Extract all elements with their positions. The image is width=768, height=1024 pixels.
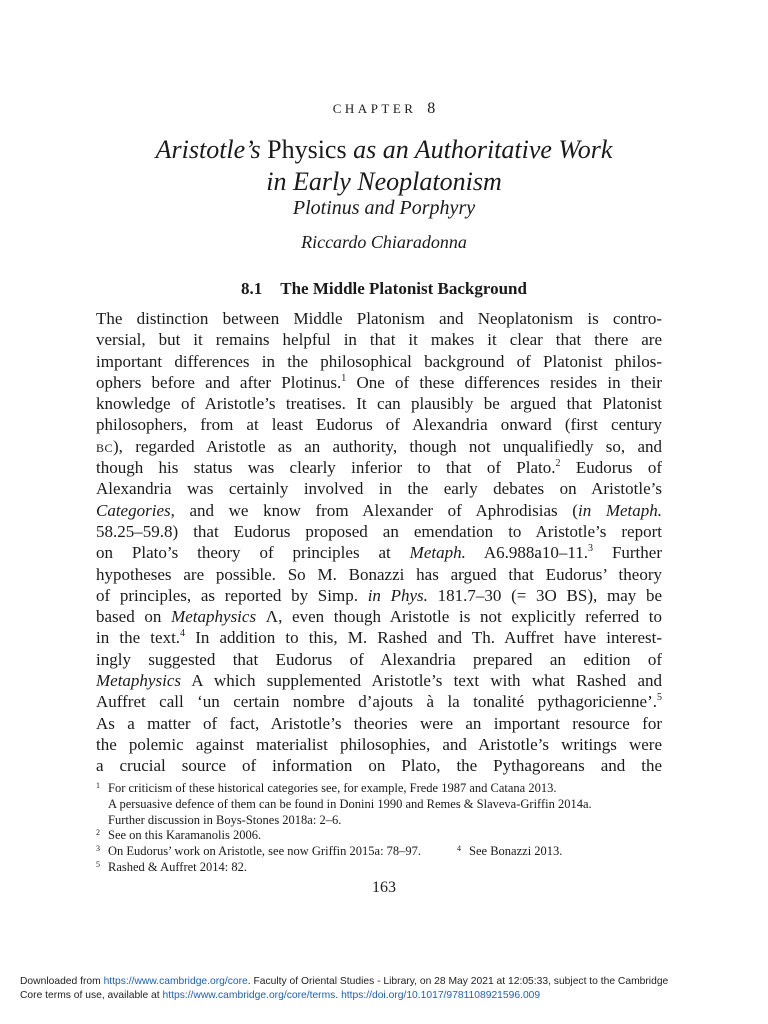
- italic-title: Metaphysics: [171, 607, 257, 627]
- text: ), regarded Aristotle as an authority, though not unqualifiedly so, and: [113, 436, 662, 456]
- section-heading: [0, 279, 768, 299]
- body-line: [96, 542, 662, 563]
- body-line: [96, 393, 662, 414]
- text: a crucial source of information on Plato, the Pythagoreans and the: [96, 756, 662, 776]
- body-line: [96, 564, 662, 585]
- footnote-text: A persuasive defence of them can be found in Donini 1990 and Remes & Slaveva-Griffin 2014a.: [108, 796, 592, 811]
- notice-text: Core terms of use, available at: [20, 990, 163, 1001]
- text: As a matter of fact, Aristotle’s theories were an important resource for: [96, 713, 662, 733]
- title-line-2: in Early Neoplatonism: [266, 167, 502, 196]
- footnote-row: [96, 844, 662, 860]
- body-line: [96, 329, 662, 350]
- footnote-mark: 3: [96, 844, 100, 854]
- body-line: [96, 734, 662, 755]
- body-line: [96, 521, 662, 542]
- title-part-3: as an Authoritative Work: [353, 135, 613, 164]
- body-line: [96, 627, 662, 648]
- footnote-4: [457, 844, 562, 860]
- notice-text: .: [335, 990, 342, 1001]
- footnote-text: On Eudorus’ work on Aristotle, see now Griffin 2015a: 78–97.: [108, 844, 422, 859]
- footnote-ref[interactable]: 2: [555, 458, 561, 470]
- era-abbrev: BC: [96, 440, 114, 455]
- download-notice: [20, 975, 760, 1003]
- footnote-text: Rashed & Auffret 2014: 82.: [108, 859, 247, 874]
- text: 181.7–30 (= 3O BS), may be: [427, 585, 662, 605]
- text: A which supplemented Aristotle’s text with what Rashed and: [180, 671, 662, 691]
- body-line: [96, 713, 662, 734]
- body-paragraph: [96, 308, 662, 777]
- body-line: [96, 585, 662, 606]
- body-line: [96, 755, 662, 776]
- text: ophers before and after Plotinus.: [96, 372, 342, 392]
- footnote-ref[interactable]: 3: [588, 543, 594, 555]
- text: Eudorus of: [560, 458, 662, 478]
- footnote-5: [96, 860, 662, 876]
- text: knowledge of Aristotle’s treatises. It can plausibly be argued that Platonist: [96, 394, 662, 414]
- footnote-ref[interactable]: 1: [341, 372, 347, 384]
- body-line: [96, 372, 662, 393]
- text: A6.988a10–11.: [465, 543, 589, 563]
- page-number: 163: [372, 879, 396, 896]
- text: Λ, even though Aristotle is not explicitly referred to: [256, 607, 662, 627]
- cambridge-core-link[interactable]: https://www.cambridge.org/core: [103, 976, 248, 987]
- footnote-2: [96, 828, 662, 844]
- chapter-title: [0, 134, 768, 198]
- footnotes: [96, 781, 662, 876]
- footnote-text: Further discussion in Boys-Stones 2018a: 2–6.: [108, 812, 342, 827]
- text: versial, but it remains helpful in that it makes it clear that there are: [96, 330, 662, 350]
- footnote-text: For criticism of these historical categories see, for example, Frede 1987 and Catana 2013.: [108, 781, 557, 795]
- italic-title: Categories: [96, 500, 171, 520]
- footnote-text: See on this Karamanolis 2006.: [108, 828, 262, 843]
- body-line: [96, 649, 662, 670]
- footnote-ref[interactable]: 5: [657, 692, 662, 704]
- text: One of these differences resides in their: [346, 372, 662, 392]
- footnote-mark: 1: [96, 781, 100, 790]
- text: Further: [593, 543, 662, 563]
- title-part-1: Aristotle’s: [155, 135, 261, 164]
- text: philosophers, from at least Eudorus of Alexandria onward (first century: [96, 415, 662, 435]
- section-number: 8.1: [241, 279, 263, 298]
- footnote-mark: 5: [96, 859, 100, 869]
- italic-ref: Metaph.: [409, 543, 466, 563]
- text: Alexandria was certainly involved in the early debates on Aristotle’s: [96, 479, 662, 499]
- footnote-mark: 4: [457, 844, 462, 854]
- footnote-3: [96, 844, 421, 860]
- title-part-2: Physics: [267, 135, 347, 164]
- body-line: [96, 308, 662, 329]
- body-line: [96, 670, 662, 691]
- text: ingly suggested that Eudorus of Alexandria prepared an edition of: [96, 649, 662, 669]
- footnote-text: See Bonazzi 2013.: [469, 844, 563, 859]
- body-line: [96, 436, 662, 457]
- footnote-mark: 2: [96, 828, 100, 838]
- body-line: [96, 606, 662, 627]
- chapter-number: 8: [427, 100, 436, 117]
- chapter-subtitle: Plotinus and Porphyry: [292, 197, 476, 219]
- footnote-1: [96, 781, 662, 828]
- text: on Plato’s theory of principles at: [96, 543, 410, 563]
- doi-link[interactable]: https://doi.org/10.1017/9781108921596.009: [341, 990, 541, 1001]
- text: though his status was clearly inferior to that of Plato.: [96, 458, 556, 478]
- chapter-word: CHAPTER: [332, 101, 417, 116]
- italic-ref: in Phys.: [367, 585, 428, 605]
- body-line: [96, 478, 662, 499]
- notice-text: Downloaded from: [20, 976, 104, 987]
- body-line: [96, 351, 662, 372]
- author-name: Riccardo Chiaradonna: [301, 232, 467, 252]
- text: The distinction between Middle Platonism and Neoplatonism is contro-: [96, 309, 662, 328]
- chapter-label: [0, 100, 768, 118]
- body-line: [96, 500, 662, 521]
- text: hypotheses are possible. So M. Bonazzi has argued that Eudorus’ theory: [96, 564, 662, 584]
- text: of principles, as reported by Simp.: [96, 585, 368, 605]
- text: in the text.: [96, 628, 181, 648]
- text: In addition to this, M. Rashed and Th. Auffret have interest-: [185, 628, 662, 648]
- body-line: [96, 414, 662, 435]
- text: 58.25–59.8) that Eudorus proposed an emendation to Aristotle’s report: [96, 521, 662, 541]
- section-title: The Middle Platonist Background: [280, 279, 527, 298]
- body-line: [96, 457, 662, 478]
- footnote-ref[interactable]: 4: [180, 628, 186, 640]
- text: , and we know from Alexander of Aphrodisias (: [170, 500, 578, 520]
- text: the polemic against materialist philosophies, and Aristotle’s writings were: [96, 734, 662, 754]
- terms-link[interactable]: https://www.cambridge.org/core/terms: [162, 990, 336, 1001]
- body-line: [96, 691, 662, 712]
- notice-text: . Faculty of Oriental Studies - Library, on 28 May 2021 at 12:05:33, subject to the Cambridge: [247, 976, 669, 987]
- text: Auffret call ‘un certain nombre d’ajouts à la tonalité pythagoricienne’.: [96, 692, 657, 712]
- text: based on: [96, 607, 172, 627]
- italic-title: Metaphysics: [96, 671, 181, 691]
- text: important differences in the philosophical background of Platonist philos-: [96, 351, 662, 371]
- italic-ref: in Metaph.: [577, 500, 662, 520]
